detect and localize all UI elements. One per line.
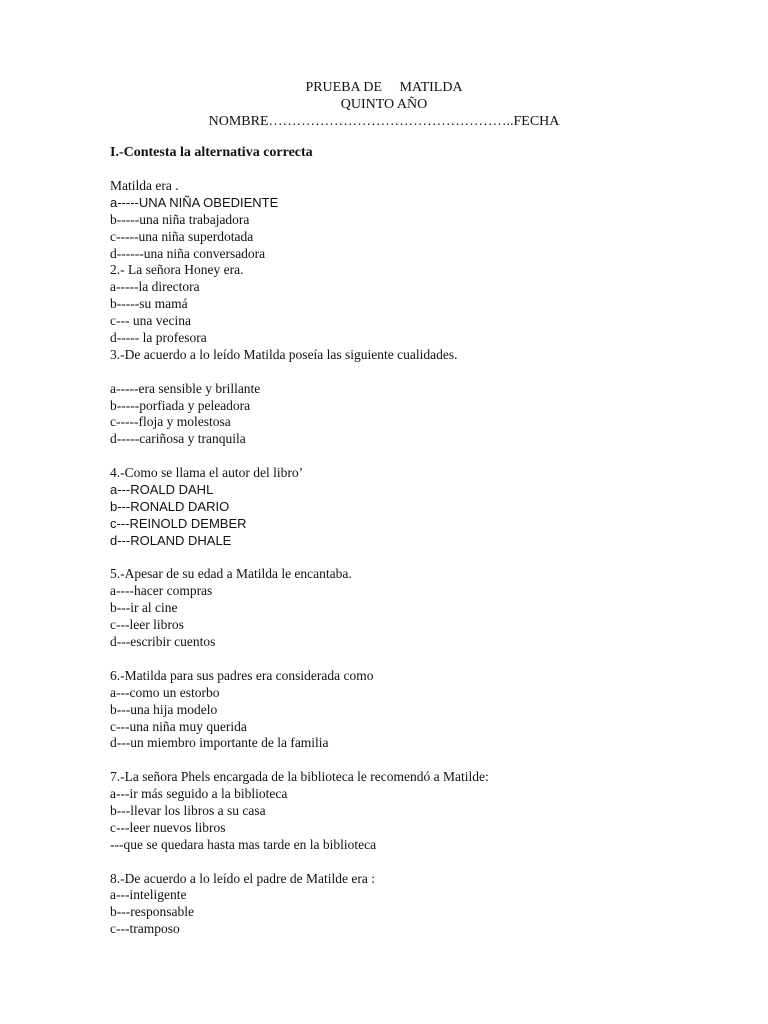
option-line: b-----porfiada y peleadora	[110, 397, 251, 413]
option-line: a-----la directora	[110, 279, 200, 295]
option-line: c-----floja y molestosa	[110, 414, 231, 430]
option-line: c-----una niña superdotada	[110, 228, 254, 244]
option-line: ---que se quedara hasta mas tarde en la biblioteca	[110, 836, 377, 852]
document-header	[0, 79, 768, 130]
section-title: I.-Contesta la alternativa correcta	[110, 145, 313, 160]
option-line: c--- una vecina	[110, 313, 191, 329]
option-line: b---llevar los libros a su casa	[110, 802, 266, 818]
question-prompt: 2.- La señora Honey era.	[110, 262, 244, 278]
question-prompt: 7.-La señora Phels encargada de la biblioteca le recomendó a Matilde:	[110, 769, 489, 785]
option-line: d----- la profesora	[110, 330, 207, 346]
blank-line	[110, 448, 730, 465]
question-prompt: 5.-Apesar de su edad a Matilda le encantaba.	[110, 566, 352, 582]
question-prompt: 8.-De acuerdo a lo leído el padre de Matilde era :	[110, 870, 376, 886]
option-line: b-----una niña trabajadora	[110, 211, 250, 227]
option-line: b-----su mamá	[110, 296, 188, 312]
option-line: d---escribir cuentos	[110, 634, 216, 650]
blank-line	[110, 854, 730, 871]
option-line: c---leer nuevos libros	[110, 819, 226, 835]
option-line: a---inteligente	[110, 887, 187, 903]
option-line: d---un miembro importante de la familia	[110, 735, 329, 751]
option-line: a----hacer compras	[110, 583, 213, 599]
option-line: b---RONALD DARIO	[110, 498, 230, 514]
option-line: d---ROLAND DHALE	[110, 532, 232, 548]
blank-line	[110, 651, 730, 668]
blank-line	[110, 550, 730, 567]
option-line: a---ir más seguido a la biblioteca	[110, 786, 288, 802]
option-line: b---responsable	[110, 904, 194, 920]
question-prompt: Matilda era .	[110, 178, 179, 193]
blank-line	[110, 364, 730, 381]
option-line: a-----UNA NIÑA OBEDIENTE	[110, 194, 279, 210]
option-line: c---REINOLD DEMBER	[110, 515, 247, 531]
option-line: b---una hija modelo	[110, 701, 218, 717]
questions-list	[110, 178, 730, 938]
option-line: c---leer libros	[110, 617, 184, 633]
option-line: a---como un estorbo	[110, 684, 220, 700]
blank-line	[110, 752, 730, 769]
name-date-line: NOMBRE……………………………………………..FECHA	[208, 114, 560, 129]
option-line: a---ROALD DAHL	[110, 482, 214, 498]
option-line: a-----era sensible y brillante	[110, 380, 261, 396]
test-title: PRUEBA DE MATILDA	[305, 80, 463, 95]
question-prompt: 3.-De acuerdo a lo leído Matilda poseía las siguiente cualidades.	[110, 346, 458, 362]
option-line: d------una niña conversadora	[110, 245, 266, 261]
grade-label: QUINTO AÑO	[340, 97, 428, 112]
question-prompt: 6.-Matilda para sus padres era considerada como	[110, 667, 374, 683]
option-line: c---tramposo	[110, 921, 180, 937]
question-prompt: 4.-Como se llama el autor del libro’	[110, 465, 304, 481]
option-line: c---una niña muy querida	[110, 718, 247, 734]
option-line: d-----cariñosa y tranquila	[110, 431, 246, 447]
option-line: b---ir al cine	[110, 600, 178, 616]
